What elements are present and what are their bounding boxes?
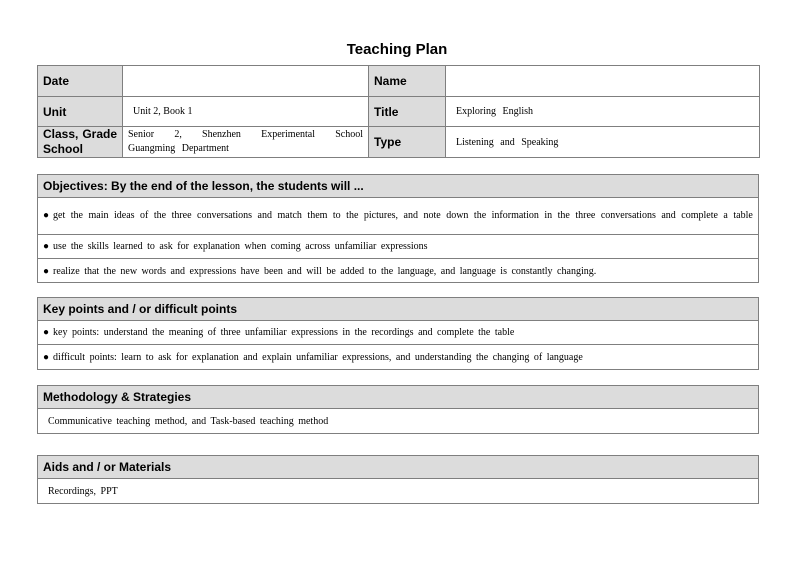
methodology-text: Communicative teaching method, and Task-based teaching method <box>48 415 329 427</box>
bullet-icon: ● <box>43 351 50 363</box>
unit-label: Unit <box>38 97 123 127</box>
objective-item <box>38 235 758 259</box>
key-point-text: difficult points: learn to ask for explanation and explain unfamiliar expressions, and understanding the changing of language <box>53 351 583 363</box>
title-value[interactable]: Exploring English <box>446 97 760 127</box>
objective-text: get the main ideas of the three conversations and match them to the pictures, and note down the information in the three conversations and complete a table <box>53 210 753 221</box>
type-label: Type <box>369 127 446 158</box>
key-point-item <box>38 321 758 345</box>
bullet-icon: ● <box>43 241 50 252</box>
key-point-text: key points: understand the meaning of three unfamiliar expressions in the recordings and complete the table <box>53 327 515 338</box>
objective-text: use the skills learned to ask for explanation when coming across unfamiliar expressions <box>53 241 428 252</box>
page-title: Teaching Plan <box>346 41 448 58</box>
bullet-icon: ● <box>43 265 50 277</box>
class-value-line2: Guangming Department <box>128 143 229 154</box>
class-value[interactable] <box>123 127 369 158</box>
aids-section <box>37 455 759 504</box>
objective-text: realize that the new words and expressions have been and will be added to the language, and language is constantly changing. <box>53 265 597 277</box>
bullet-icon: ● <box>43 327 50 338</box>
info-table <box>37 65 760 158</box>
methodology-header: Methodology & Strategies <box>38 386 758 409</box>
objective-item <box>38 259 758 283</box>
aids-text: Recordings, PPT <box>48 485 118 497</box>
type-value[interactable]: Listening and Speaking <box>446 127 760 158</box>
key-point-item <box>38 345 758 369</box>
key-points-header: Key points and / or difficult points <box>38 298 758 321</box>
name-value[interactable] <box>446 66 760 97</box>
class-label-line2: School <box>43 142 84 156</box>
key-points-section <box>37 297 759 370</box>
methodology-section <box>37 385 759 434</box>
objective-item <box>38 198 758 235</box>
objectives-section <box>37 174 759 283</box>
unit-value[interactable]: Unit 2, Book 1 <box>123 97 369 127</box>
class-value-line1: Senior 2, Shenzhen Experimental School <box>128 129 363 140</box>
objectives-header: Objectives: By the end of the lesson, the students will ... <box>38 175 758 198</box>
bullet-icon: ● <box>43 210 50 221</box>
date-label: Date <box>38 66 123 97</box>
class-label-line1: Class, Grade <box>43 127 117 141</box>
title-label: Title <box>369 97 446 127</box>
date-value[interactable] <box>123 66 369 97</box>
aids-text-row <box>38 479 758 503</box>
name-label: Name <box>369 66 446 97</box>
methodology-text-row <box>38 409 758 433</box>
class-label <box>38 127 123 158</box>
aids-header: Aids and / or Materials <box>38 456 758 479</box>
